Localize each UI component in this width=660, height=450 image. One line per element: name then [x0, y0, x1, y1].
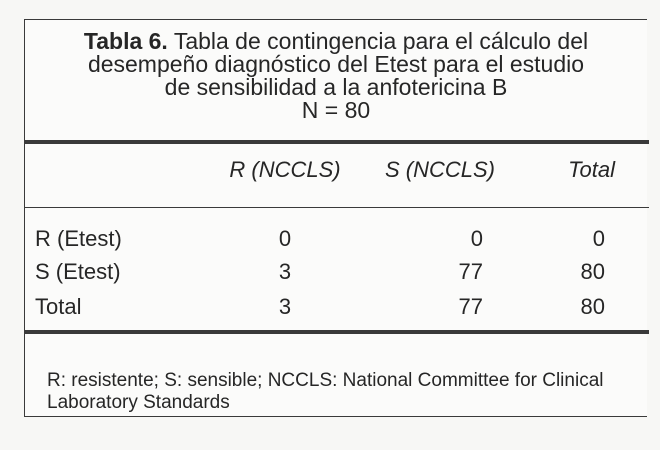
cell-value: 0: [592, 226, 605, 251]
row-label: R (Etest): [35, 226, 122, 251]
row-label: S (Etest): [35, 259, 121, 284]
caption-line-4: N = 80: [301, 97, 371, 123]
cell-value: 77: [458, 259, 483, 284]
caption-line-3: de sensibilidad a la anfotericina B: [164, 74, 508, 100]
caption-line-1: [25, 30, 647, 53]
cell-value: 80: [580, 294, 605, 319]
header-s-nccls: S (NCCLS): [384, 157, 495, 182]
cell-value: 77: [458, 294, 483, 319]
cell-value: 0: [278, 226, 292, 251]
caption-label: Tabla 6.: [83, 28, 168, 54]
caption-text-1: Tabla de contingencia para el cálculo del: [173, 28, 589, 54]
header-r-nccls: R (NCCLS): [229, 157, 341, 182]
table-footnote: R: resistente; S: sensible; NCCLS: National Committee for Clinical Laboratory Standards: [47, 370, 604, 413]
table-row: [25, 225, 647, 253]
row-label: Total: [35, 294, 82, 319]
table-caption: [25, 30, 647, 122]
bottom-rule: [25, 330, 649, 334]
table-row: [25, 293, 647, 321]
cell-value: 3: [278, 259, 292, 284]
caption-line-2: desempeño diagnóstico del Etest para el estudio: [87, 51, 585, 77]
cell-value: 3: [278, 294, 292, 319]
header-total: Total: [568, 157, 615, 182]
header-row: [25, 156, 647, 184]
contingency-table: [24, 19, 647, 417]
table-row: [25, 258, 647, 286]
cell-value: 0: [470, 226, 483, 251]
header-rule: [25, 207, 649, 208]
cell-value: 80: [580, 259, 605, 284]
caption-rule: [25, 140, 649, 144]
